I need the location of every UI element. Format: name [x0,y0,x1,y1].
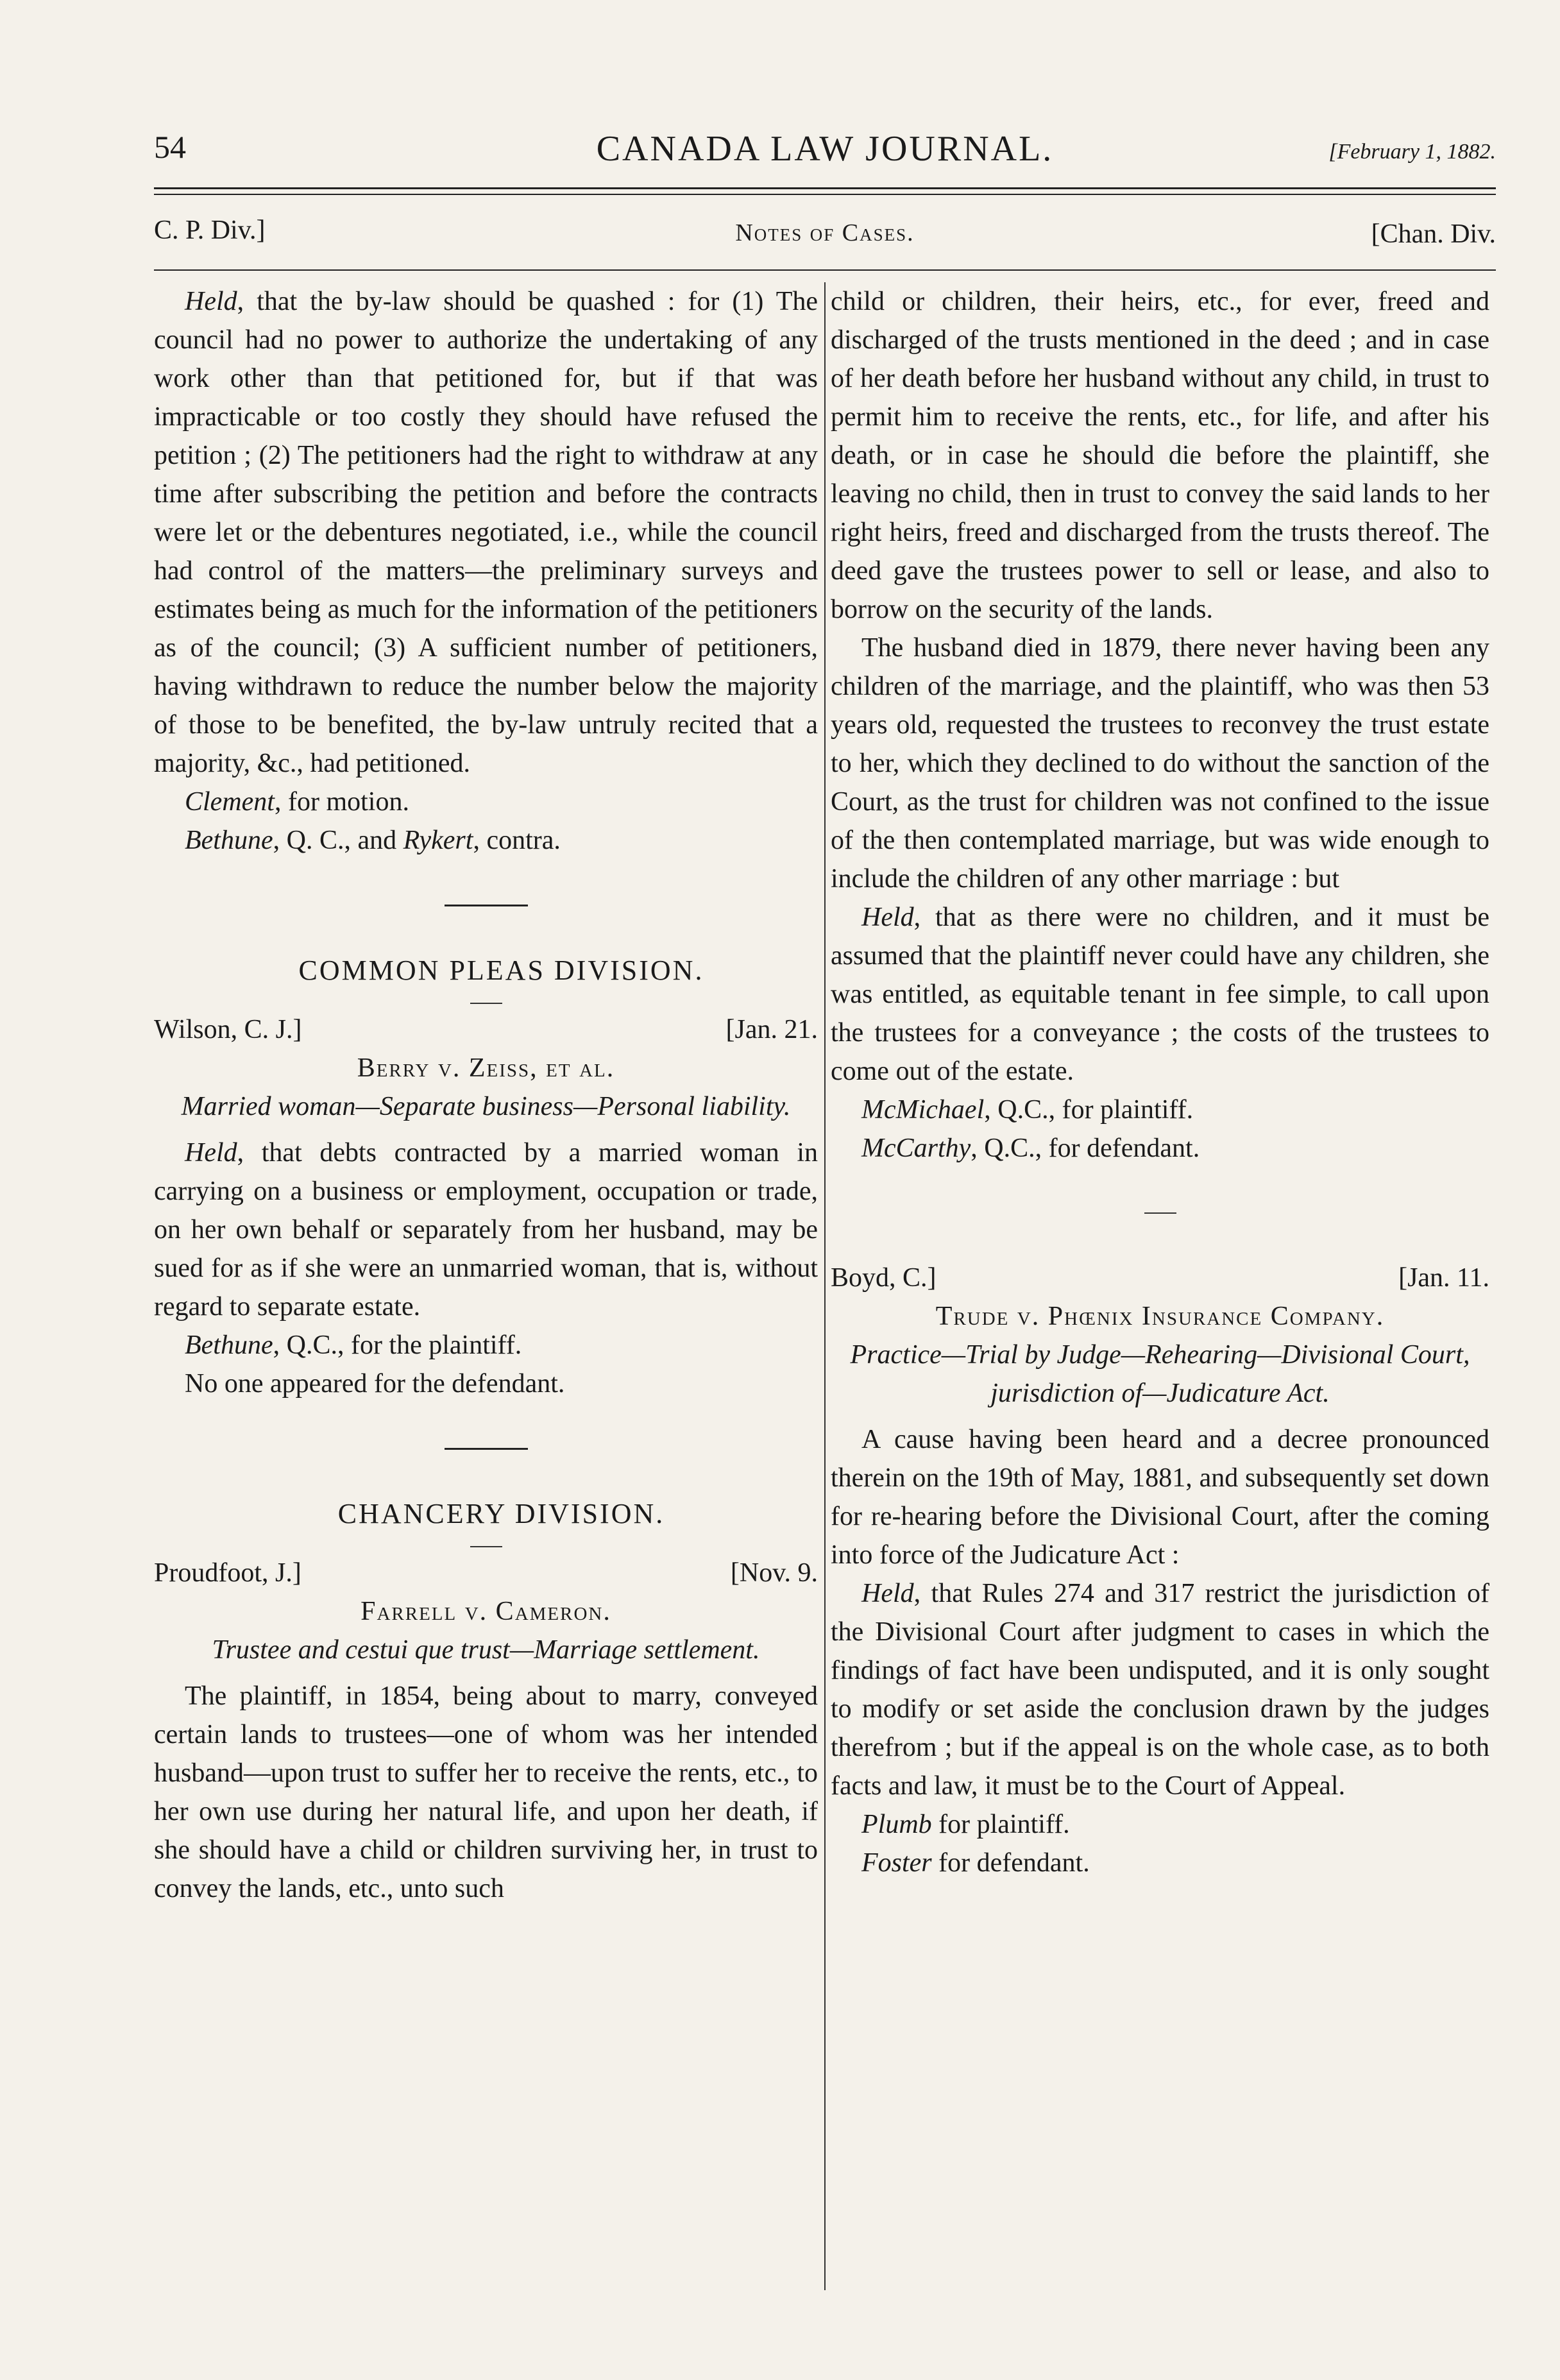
counsel-text: , Q.C., for the plaintiff. [273,1330,522,1360]
judge-date-line [154,1554,818,1592]
journal-title: CANADA LAW JOURNAL. [596,129,1054,169]
section-heading-chancery: CHANCERY DIVISION. [337,1498,665,1529]
case-topic: Trustee and cestui que trust—Marriage settlement. [212,1635,760,1665]
counsel-text: , Q. C., and [273,826,403,855]
counsel-name: Plumb [861,1810,932,1839]
continued-paragraph: child or children, their heirs, etc., for ever, freed and discharged of the trusts mentioned in the deed ; and in case of her death before her husband without any child, in trust to permit him to receive the rents, etc., for life, and after his death, or in case he should die before the plaintiff, she leaving no child, then in trust to convey the said lands to her right heirs, freed and discharged from the trusts thereof. The deed gave the trustees power to sell or lease, and also to borrow on the security of the lands. [831,287,1489,624]
held-word: Held [185,287,237,316]
counsel-text: , Q.C., for plaintiff. [984,1095,1194,1125]
section-heading-common-pleas: COMMON PLEAS DIVISION. [298,955,704,986]
judge-name: Proudfoot, J.] [154,1558,301,1588]
issue-date: [February 1, 1882. [1328,140,1496,164]
held-paragraph [831,898,1489,1091]
held-paragraph [154,1134,818,1326]
right-column [831,282,1489,1882]
decision-date: [Jan. 21. [725,1015,818,1044]
page-number: 54 [154,129,186,165]
held-paragraph [831,1574,1489,1805]
counsel-name: McMichael [861,1095,985,1125]
running-right: [Chan. Div. [1371,219,1496,249]
held-word: Held [861,903,914,932]
case-topic: Married woman—Separate business—Personal liability. [181,1092,791,1121]
counsel-line [831,1844,1489,1882]
counsel-text: , contra. [473,826,561,855]
body-paragraph: The plaintiff, in 1854, being about to marry, conveyed certain lands to trustees—one of whom was her intended husband—upon trust to suffer her to receive the rents, etc., to her own use during her natural life, and upon her death, if she should have a child or children surviving her, in trust to convey the lands, etc., unto such [154,1681,818,1903]
counsel-text: , Q.C., for defendant. [971,1134,1200,1163]
judge-name: Boyd, C.] [831,1263,937,1293]
body-paragraph: A cause having been heard and a decree pronounced therein on the 19th of May, 1881, and subsequently set down for re-hearing before the Divisional Court, after the coming into force of the Judicature Act : [831,1425,1489,1570]
case-topic: Practice—Trial by Judge—Rehearing—Divisional Court, jurisdiction of—Judicature Act. [850,1340,1470,1408]
header-rule-top [154,187,1496,189]
case-title: Farrell v. Cameron. [360,1597,611,1626]
subheader-rule [154,269,1496,271]
column-divider [824,282,826,2290]
decision-date: [Jan. 11. [1398,1263,1489,1293]
counsel-text: for plaintiff. [931,1810,1070,1839]
body-paragraph: The husband died in 1879, there never having been any children of the marriage, and the plaintiff, who was then 53 years old, requested the trustees to reconvey the trust estate to her, which they declined to do without the sanction of the Court, as the trust for children was not confined to the issue of the then contemplated marriage, but was wide enough to include the children of any other marriage : but [831,633,1489,894]
counsel-text: for defendant. [931,1848,1090,1878]
counsel-name: Bethune [185,1330,273,1360]
case-title: Berry v. Zeiss, et al. [357,1053,615,1083]
running-center: Notes of Cases. [735,219,915,246]
counsel-line [831,1091,1489,1129]
held-word: Held [861,1579,914,1608]
held-text: , that debts contracted by a married woman in carrying on a business or employment, occupation or trade, on her own behalf or separately from her husband, may be sued for as if she were an unmarried woman, that is, without regard to separate estate. [154,1138,818,1322]
counsel-name: Rykert [403,826,473,855]
held-text: , that the by-law should be quashed : for (1) The council had no power to authorize the undertaking of any work other than that petitioned for, but if that was impracticable or too costly they should have refused the petition ; (2) The petitioners had the right to withdraw at any time after subscribing the petition and before the contracts were let or the debentures negotiated, i.e., while the council had control of the matters—the preliminary surveys and estimates being as much for the information of the petitioners as of the council; (3) A sufficient number of petitioners, having withdrawn to reduce the number below the majority of those to be benefited, the by-law untruly recited that a majority, &c., had petitioned. [154,287,818,778]
decision-date: [Nov. 9. [730,1558,818,1588]
held-paragraph [154,282,818,783]
counsel-text: , for motion. [274,787,409,817]
counsel-name: Clement [185,787,275,817]
case-title: Trude v. Phœnix Insurance Company. [935,1302,1385,1331]
judge-date-line [154,1010,818,1049]
left-column [154,282,818,1908]
counsel-name: McCarthy [861,1134,971,1163]
page-header [154,128,1496,180]
counsel-line [154,821,818,860]
running-left: C. P. Div.] [154,216,266,245]
judge-name: Wilson, C. J.] [154,1015,302,1044]
counsel-line [154,1326,818,1364]
counsel-line [831,1805,1489,1844]
counsel-name: Bethune [185,826,273,855]
header-rule-bottom [154,194,1496,195]
counsel-line [831,1129,1489,1168]
held-text: , that Rules 274 and 317 restrict the jurisdiction of the Divisional Court after judgment to cases in which the findings of fact have been undisputed, and it is only sought to modify or set aside the conclusion drawn by the judges therefrom ; but if the appeal is on the whole case, as to both facts and law, it must be to the Court of Appeal. [831,1579,1489,1801]
counsel-line [154,783,818,821]
counsel-name: Foster [861,1848,932,1878]
judge-date-line [831,1259,1489,1297]
held-text: , that as there were no children, and it must be assumed that the plaintiff never could have any children, she was entitled, as equitable tenant in fee simple, to call upon the trustees for a conveyance ; the costs of the trustees to come out of the estate. [831,903,1489,1086]
counsel-line: No one appeared for the defendant. [185,1369,565,1398]
running-header [154,215,1496,253]
held-word: Held [185,1138,237,1168]
